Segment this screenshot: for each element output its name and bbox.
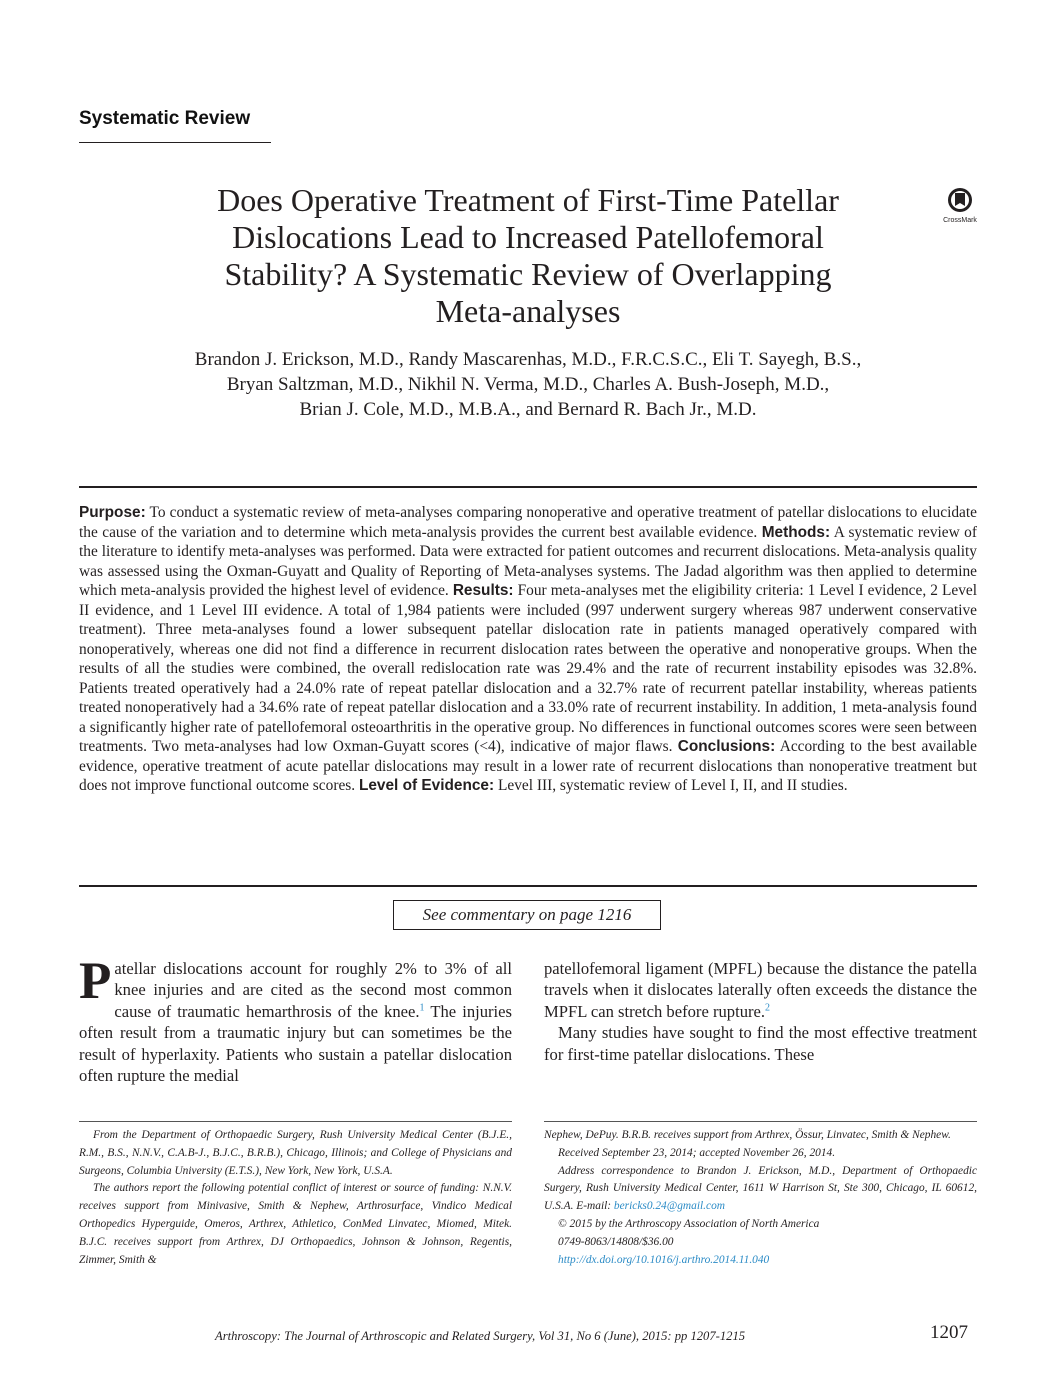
body-text: The injuries often result from a traumatic injury but can sometimes be the result of hyperlaxity. Patients who sustain a patellar dislocation often rupture the medial: [79, 1001, 512, 1086]
body-text: atellar dislocations account for roughly 2% to 3% of all knee injuries and are cited as the second most common cause of traumatic hemarthrosis of the knee.: [114, 959, 512, 1021]
methods-text: A systematic review of the literature to identify meta-analyses was performed. Data were extracted for patient outcomes and recurrent dislocations. Meta-analysis quality was assessed using the Oxman-Guyatt and Quality of Reporting of Meta-analyses systems. The Jadad algorithm was then applied to determine which meta-analysis provided the highest level of evidence.: [79, 523, 978, 599]
author-line: Brandon J. Erickson, M.D., Randy Mascarenhas, M.D., F.R.C.S.C., Eli T. Sayegh, B.S.,: [194, 349, 862, 370]
copyright-note: © 2015 by the Arthroscopy Association of North America: [558, 1217, 820, 1230]
correspondence-address: [544, 1163, 977, 1216]
conflict-of-interest-continued: Nephew, DePuy. B.R.B. receives support from Arthrex, Össur, Linvatec, Smith & Nephew.: [544, 1129, 951, 1141]
body-column-right: [544, 958, 977, 1065]
methods-label: Methods:: [761, 523, 831, 541]
body-text: patellofemoral ligament (MPFL) because the distance the patella travels when it dislocates laterally often exceeds the distance the MPFL can stretch before rupture.: [544, 959, 977, 1021]
address-text: Address correspondence to Brandon J. Erickson, M.D., Department of Orthopaedic Surgery, Rush University Medical Center, 1611 W Harrison St, Ste 300, Chicago, IL 60612, U.S.A. E-mail:: [544, 1164, 977, 1213]
crossmark-label: CrossMark: [943, 217, 977, 224]
results-text: Four meta-analyses met the eligibility criteria: 1 Level I evidence, 2 Level II evidence, and 1 Level III evidence. A total of 1,984 patients were included (997 underwent surgery whereas 987 underwent conservative treatment). Three meta-analyses found a lower subsequent patellar dislocation rate in patients managed operatively compared with nonoperatively, whereas one did not find a difference in recurrent dislocation rates between the operative and nonoperative groups. When the results of all the studies were combined, the overall redislocation rate was 29.4% and the rate of recurrent instability episodes was 32.8%. Patients treated operatively had a 24.0% rate of repeat patellar dislocation and a 32.7% rate of recurrent patellar instability, whereas patients treated nonoperatively had a 34.6% rate of repeat patellar dislocation and a 33.0% rate of recurrent instability. In addition, 1 meta-analysis found a significantly higher rate of patellofemoral osteoarthritis in the operative group. No differences in functional outcomes scores were seen between treatments. Two meta-analyses had low Oxman-Guyatt scores (<4), indicative of major flaws.: [79, 582, 977, 755]
crossmark-logo[interactable]: [940, 186, 980, 226]
abstract: [79, 503, 977, 796]
footnotes-left: [79, 1127, 512, 1269]
issn-note: 0749-8063/14808/$36.00: [558, 1235, 674, 1248]
abstract-bottom-rule: [79, 885, 977, 887]
commentary-box[interactable]: See commentary on page 1216: [393, 900, 661, 930]
body-column-left: [79, 952, 512, 1086]
doi-link[interactable]: http://dx.doi.org/10.1016/j.arthro.2014.11.040: [558, 1253, 770, 1266]
results-label: Results:: [452, 582, 514, 599]
section-label: Systematic Review: [79, 108, 251, 129]
conflict-of-interest-note: The authors report the following potential conflict of interest or source of funding: N.N.V. receives support from Minivasive, Smith & Nephew, Arthrosurface, Vindico Medical Orthopedics Hyperguide, Omeros, Arthrex, Athletico, ConMed Linvatec, Miomed, Mitek. B.J.C. receives support from Arthrex, DJ Orthopaedics, Johnson & Johnson, Regentis, Zimmer, Smith &: [79, 1182, 512, 1266]
footnote-rule-right: [544, 1121, 977, 1122]
purpose-label: Purpose:: [79, 504, 146, 521]
conclusions-label: Conclusions:: [677, 738, 776, 755]
level-of-evidence-label: Level of Evidence:: [358, 777, 495, 794]
article-title: [150, 182, 906, 330]
drop-cap: P: [79, 952, 112, 1010]
journal-footer: Arthroscopy: The Journal of Arthroscopic and Related Surgery, Vol 31, No 6 (June), 2015: pp 1207-1215: [215, 1329, 746, 1343]
level-of-evidence-text: Level III, systematic review of Level I, II, and II studies.: [494, 777, 848, 794]
email-link[interactable]: bericks0.24@gmail.com: [613, 1200, 725, 1213]
body-paragraph: Many studies have sought to find the most effective treatment for first-time patellar dislocations. These: [544, 1023, 977, 1064]
footnotes-right: [544, 1127, 977, 1269]
abstract-top-rule: [79, 486, 977, 488]
crossmark-icon: [940, 186, 980, 226]
footnote-rule-left: [79, 1121, 512, 1122]
purpose-text: To conduct a systematic review of meta-analyses comparing nonoperative and operative treatment of patellar dislocations to elucidate the cause of the variation and to determine which meta-analysis provides the current best available evidence.: [79, 504, 977, 541]
title-line: Stability? A Systematic Review of Overlapping: [224, 256, 832, 292]
affiliation-note: From the Department of Orthopaedic Surgery, Rush University Medical Center (B.J.E., R.M., B.S., N.N.V., C.A.B-J., B.J.C., B.R.B.), Chicago, Illinois; and College of Physicians and Surgeons, Columbia University (E.T.S.), New York, New York, U.S.A.: [79, 1129, 512, 1177]
conclusions-text: According to the best available evidence, operative treatment of acute patellar dislocations may result in a lower rate of recurrent dislocations than nonoperative treatment but does not improve functional outcome scores.: [79, 738, 977, 794]
author-line: Brian J. Cole, M.D., M.B.A., and Bernard R. Bach Jr., M.D.: [299, 399, 757, 420]
title-line: Meta-analyses: [435, 293, 621, 329]
author-list: [100, 347, 956, 422]
page-number: 1207: [930, 1322, 968, 1343]
reference-1-link[interactable]: 1: [419, 1002, 425, 1014]
author-line: Bryan Saltzman, M.D., Nikhil N. Verma, M.D., Charles A. Bush-Joseph, M.D.,: [226, 374, 830, 395]
section-rule: [79, 142, 271, 143]
reference-2-link[interactable]: 2: [765, 1002, 771, 1014]
received-dates: Received September 23, 2014; accepted November 26, 2014.: [558, 1146, 836, 1159]
title-line: Does Operative Treatment of First-Time Patellar: [217, 182, 839, 218]
title-line: Dislocations Lead to Increased Patellofemoral: [232, 219, 824, 255]
